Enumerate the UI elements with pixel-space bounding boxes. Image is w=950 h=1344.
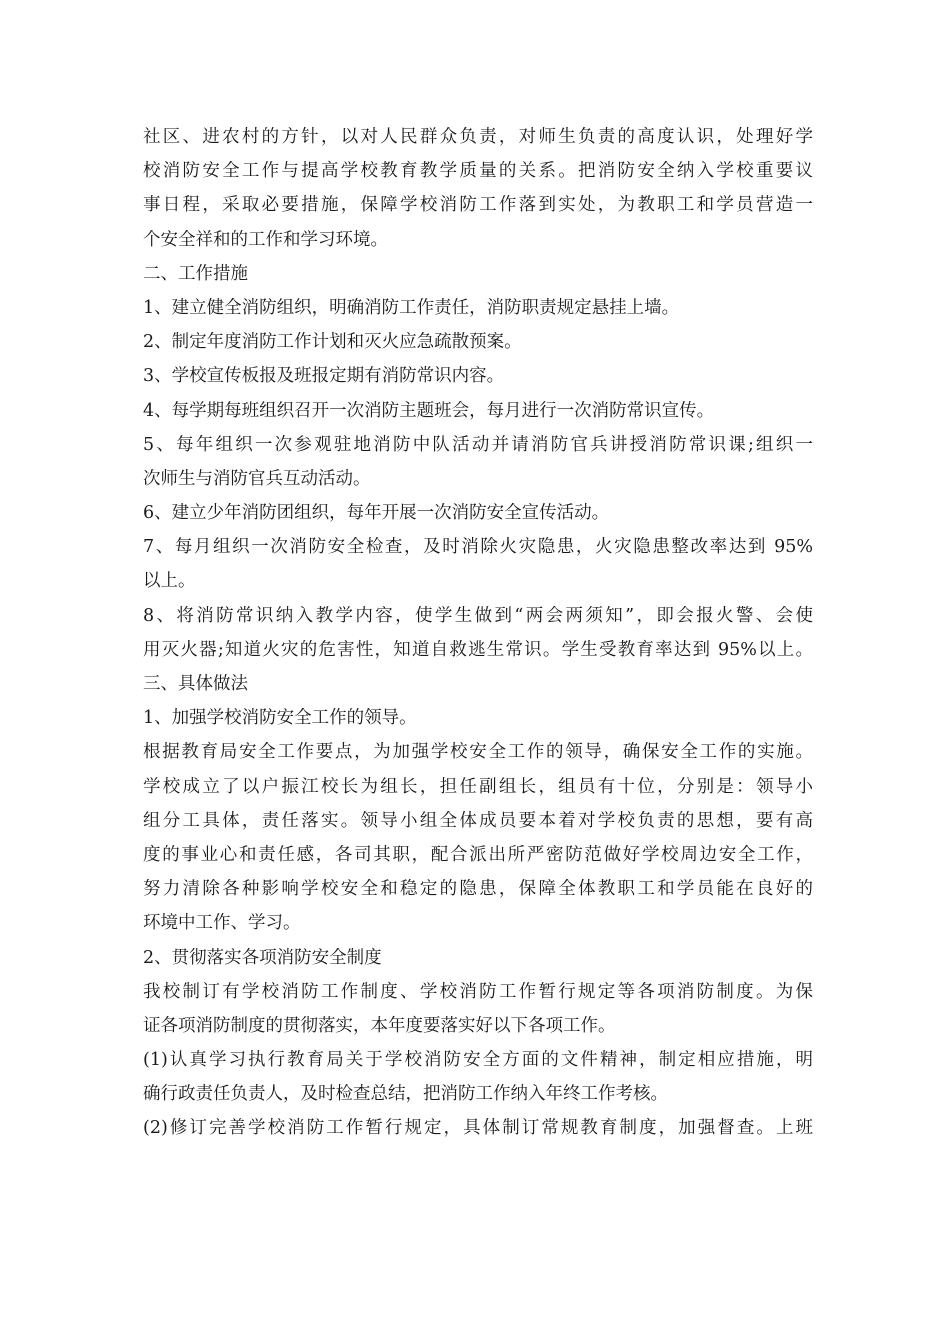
text-line: 3、学校宣传板报及班报定期有消防常识内容。 bbox=[143, 366, 505, 387]
text-line: 用灭火器;知道火灾的危害性，知道自救逃生常识。学生受教育率达到 95%以上。 bbox=[143, 639, 813, 660]
text-line: 环境中工作、学习。 bbox=[143, 913, 301, 934]
text-line: 7、每月组织一次消防安全检查，及时消除火灾隐患，火灾隐患整改率达到 95% bbox=[143, 537, 813, 558]
text-line: (1)认真学习执行教育局关于学校消防安全方面的文件精神，制定相应措施，明 bbox=[143, 1050, 813, 1071]
text-line: 校消防安全工作与提高学校教育教学质量的关系。把消防安全纳入学校重要议 bbox=[143, 161, 813, 182]
text-line: 我校制订有学校消防工作制度、学校消防工作暂行规定等各项消防制度。为保 bbox=[143, 981, 813, 1002]
text-line: 以上。 bbox=[143, 571, 196, 592]
text-line: 1、建立健全消防组织，明确消防工作责任，消防职责规定悬挂上墙。 bbox=[143, 297, 680, 318]
text-line: 三、具体做法 bbox=[143, 674, 248, 694]
text-line: 2、贯彻落实各项消防安全制度 bbox=[143, 947, 382, 968]
text-line: 二、工作措施 bbox=[143, 263, 248, 284]
text-line: 努力清除各种影响学校安全和稳定的隐患，保障全体教职工和学员能在良好的 bbox=[143, 879, 813, 900]
text-line: 学校成立了以户振江校长为组长，担任副组长，组员有十位，分别是：领导小 bbox=[143, 776, 813, 797]
text-line: 事日程，采取必要措施，保障学校消防工作落到实处，为教职工和学员营造一 bbox=[143, 195, 813, 216]
text-line: 4、每学期每班组织召开一次消防主题班会，每月进行一次消防常识宣传。 bbox=[143, 400, 715, 421]
text-line: 证各项消防制度的贯彻落实，本年度要落实好以下各项工作。 bbox=[143, 1015, 616, 1036]
text-line: 组分工具体，责任落实。领导小组全体成员要本着对学校负责的思想，要有高 bbox=[143, 810, 813, 831]
text-line: 2、制定年度消防工作计划和灭火应急疏散预案。 bbox=[143, 332, 522, 353]
text-line: (2)修订完善学校消防工作暂行规定，具体制订常规教育制度，加强督查。上班 bbox=[143, 1118, 813, 1139]
text-line: 个安全祥和的工作和学习环境。 bbox=[143, 229, 388, 250]
text-line: 度的事业心和责任感，各司其职，配合派出所严密防范做好学校周边安全工作， bbox=[143, 844, 813, 865]
text-line: 次师生与消防官兵互动活动。 bbox=[143, 468, 371, 489]
text-line: 根据教育局安全工作要点，为加强学校安全工作的领导，确保安全工作的实施。 bbox=[143, 742, 813, 763]
text-line: 5、每年组织一次参观驻地消防中队活动并请消防官兵讲授消防常识课;组织一 bbox=[143, 434, 813, 455]
text-line: 社区、进农村的方针，以对人民群众负责，对师生负责的高度认识，处理好学 bbox=[143, 127, 813, 147]
document-page bbox=[143, 120, 813, 1146]
text-line: 确行政责任负责人，及时检查总结，把消防工作纳入年终工作考核。 bbox=[143, 1084, 668, 1105]
text-line: 6、建立少年消防团组织，每年开展一次消防安全宣传活动。 bbox=[143, 503, 610, 524]
text-line: 1、加强学校消防安全工作的领导。 bbox=[143, 708, 417, 729]
text-line: 8、将消防常识纳入教学内容，使学生做到“两会两须知”，即会报火警、会使 bbox=[143, 605, 813, 626]
